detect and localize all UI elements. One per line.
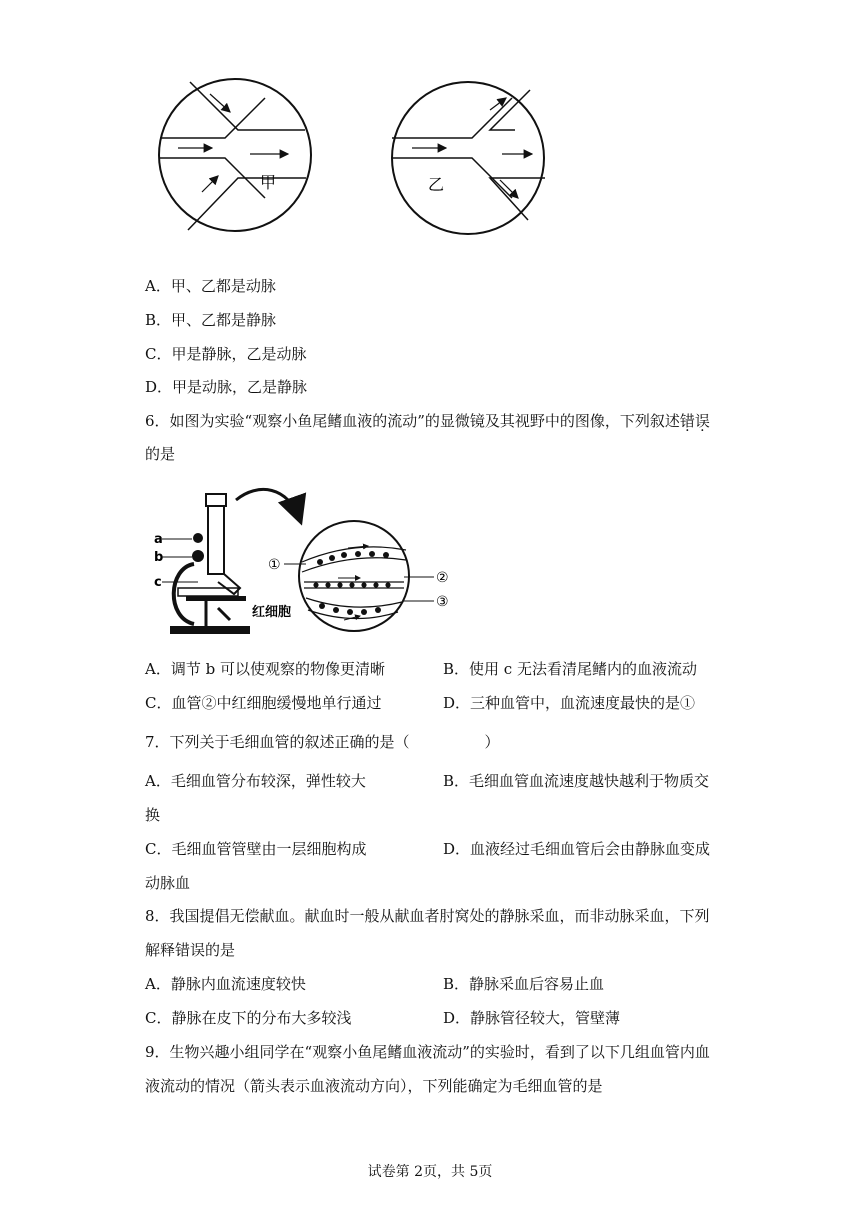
emphasis-char: 误 [694, 412, 710, 430]
q5-option-d: D．甲是动脉，乙是静脉 [145, 378, 308, 396]
q6-stem-line1 [145, 411, 710, 431]
q8-option-a: A．静脉内血流速度较快 [145, 975, 306, 993]
q6-option-a: A．调节 b 可以使观察的物像更清晰 [145, 660, 385, 678]
label-yi: 乙 [428, 175, 445, 194]
q6-stem-text: 6．如图为实验“观察小鱼尾鳍血液的流动”的显微镜及其视野中的图像，下列叙述 [145, 412, 680, 430]
label-red-cell: 红细胞 [252, 605, 292, 620]
label-a: a [154, 532, 163, 547]
label-jia: 甲 [260, 173, 277, 192]
label-n3: ③ [436, 594, 449, 610]
microscope-figure [148, 478, 458, 643]
q7-option-b-cont: 换 [145, 806, 161, 824]
q9-stem-line2: 液流动的情况（箭头表示血液流动方向），下列能确定为毛细血管的是 [145, 1077, 603, 1095]
q5-option-b: B．甲、乙都是静脉 [145, 311, 277, 329]
label-n1: ① [268, 557, 281, 573]
view-yi [392, 82, 545, 234]
q8-stem-line1: 8．我国提倡无偿献血。献血时一般从献血者肘窝处的静脉采血，而非动脉采血，下列 [145, 907, 710, 925]
microscope-drawing [170, 494, 250, 634]
vessel-views-figure [150, 70, 560, 240]
q6-option-c: C．血管②中红细胞缓慢地单行通过 [145, 694, 382, 712]
q6-stem-line2: 的是 [145, 445, 176, 463]
q7-option-d: D．血液经过毛细血管后会由静脉血变成 [443, 840, 711, 858]
q5-option-c: C．甲是静脉，乙是动脉 [145, 345, 307, 363]
q7-stem: 7．下列关于毛细血管的叙述正确的是（ ） [145, 733, 500, 751]
field-of-view [299, 521, 409, 631]
view-jia [159, 79, 311, 231]
q5-option-a: A．甲、乙都是动脉 [145, 277, 276, 295]
label-c: c [154, 575, 162, 590]
q6-option-b: B．使用 c 无法看清尾鳍内的血液流动 [443, 660, 697, 678]
page-footer: 试卷第 2页，共 5页 [367, 1164, 493, 1180]
q7-option-b: B．毛细血管血流速度越快越利于物质交 [443, 772, 710, 790]
q7-option-a: A．毛细血管分布较深，弹性较大 [145, 772, 366, 790]
label-b: b [154, 550, 164, 565]
q7-option-c: C．毛细血管管壁由一层细胞构成 [145, 840, 367, 858]
q7-option-d-cont: 动脉血 [145, 874, 191, 892]
q9-stem-line1: 9．生物兴趣小组同学在“观察小鱼尾鳍血液流动”的实验时，看到了以下几组血管内血 [145, 1043, 710, 1061]
emphasis-char: 错 [679, 412, 695, 430]
label-n2: ② [436, 570, 449, 586]
q6-option-d: D．三种血管中，血流速度最快的是① [443, 694, 696, 712]
q8-stem-line2: 解释错误的是 [145, 941, 236, 959]
q8-option-b: B．静脉采血后容易止血 [443, 975, 605, 993]
q8-option-c: C．静脉在皮下的分布大多较浅 [145, 1009, 352, 1027]
q8-option-d: D．静脉管径较大，管壁薄 [443, 1009, 621, 1027]
